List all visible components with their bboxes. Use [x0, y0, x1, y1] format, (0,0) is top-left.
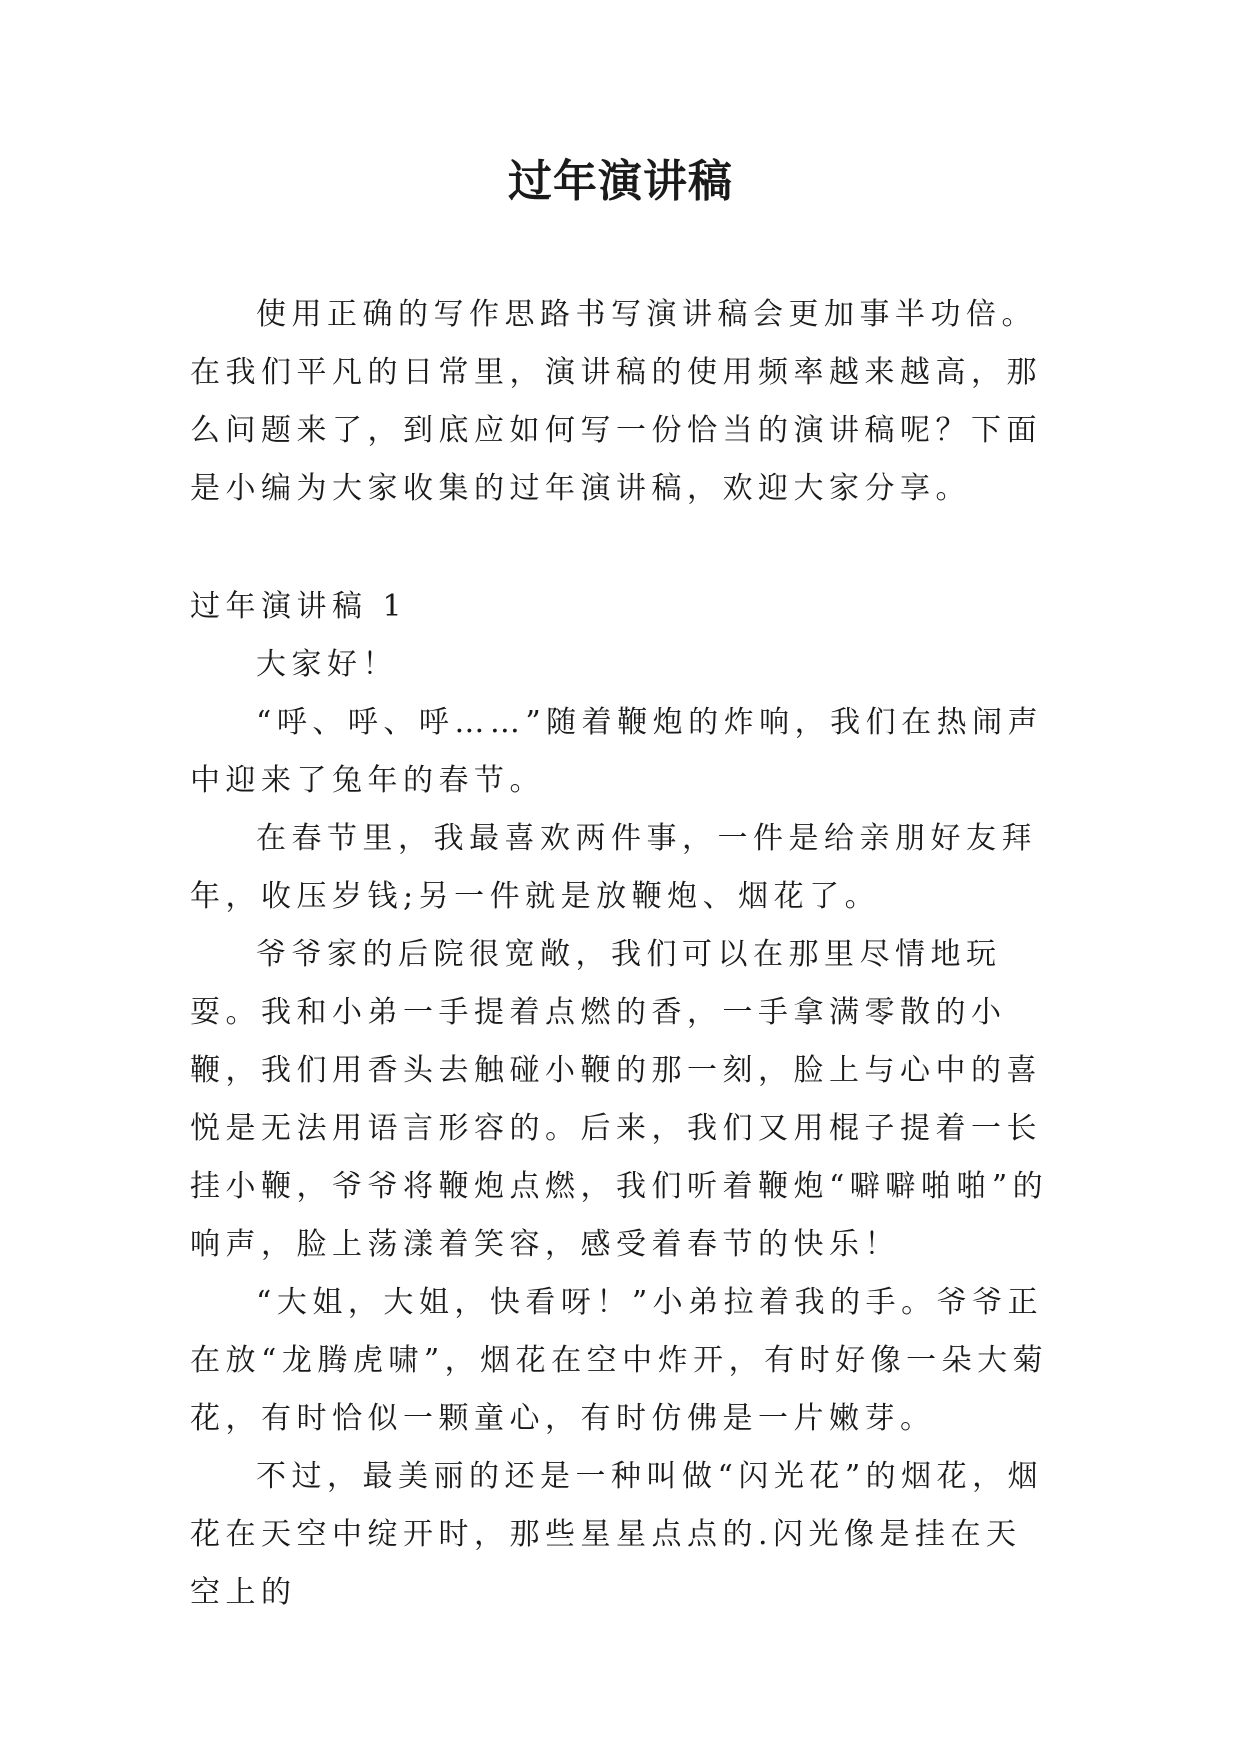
- body-paragraph: 大家好！: [256, 647, 398, 682]
- intro-paragraph: 使用正确的写作思路书写演讲稿会更加事半功倍。在我们平凡的日常里，演讲稿的使用频率越来越高，那么问题来了，到底应如何写一份恰当的演讲稿呢？下面是小编为大家收集的过年演讲稿，欢迎大家分享。: [190, 297, 1042, 506]
- body-paragraph: 爷爷家的后院很宽敞，我们可以在那里尽情地玩耍。我和小弟一手提着点燃的香，一手拿满零散的小鞭，我们用香头去触碰小鞭的那一刻，脸上与心中的喜悦是无法用语言形容的。后来，我们又用棍子提着一长挂小鞭，爷爷将鞭炮点燃，我们听着鞭炮“噼噼啪啪”的响声，脸上荡漾着笑容，感受着春节的快乐！: [190, 937, 1049, 1262]
- section-heading: 过年演讲稿 1: [190, 589, 408, 624]
- body-paragraph: 在春节里，我最喜欢两件事，一件是给亲朋好友拜年，收压岁钱;另一件就是放鞭炮、烟花了。: [190, 821, 1037, 914]
- body-paragraph: “大姐，大姐，快看呀！”小弟拉着我的手。爷爷正在放“龙腾虎啸”，烟花在空中炸开，有时好像一朵大菊花，有时恰似一颗童心，有时仿佛是一片嫩芽。: [190, 1285, 1049, 1436]
- intro-block: [190, 286, 1055, 518]
- body-paragraph: 不过，最美丽的还是一种叫做“闪光花”的烟花，烟花在天空中绽开时，那些星星点点的.闪光像是挂在天空上的: [190, 1459, 1044, 1610]
- document-title: 过年演讲稿: [508, 156, 733, 207]
- speech-section: [190, 578, 1055, 1622]
- body-paragraph: “呼、呼、呼……”随着鞭炮的炸响，我们在热闹声中迎来了兔年的春节。: [190, 705, 1044, 798]
